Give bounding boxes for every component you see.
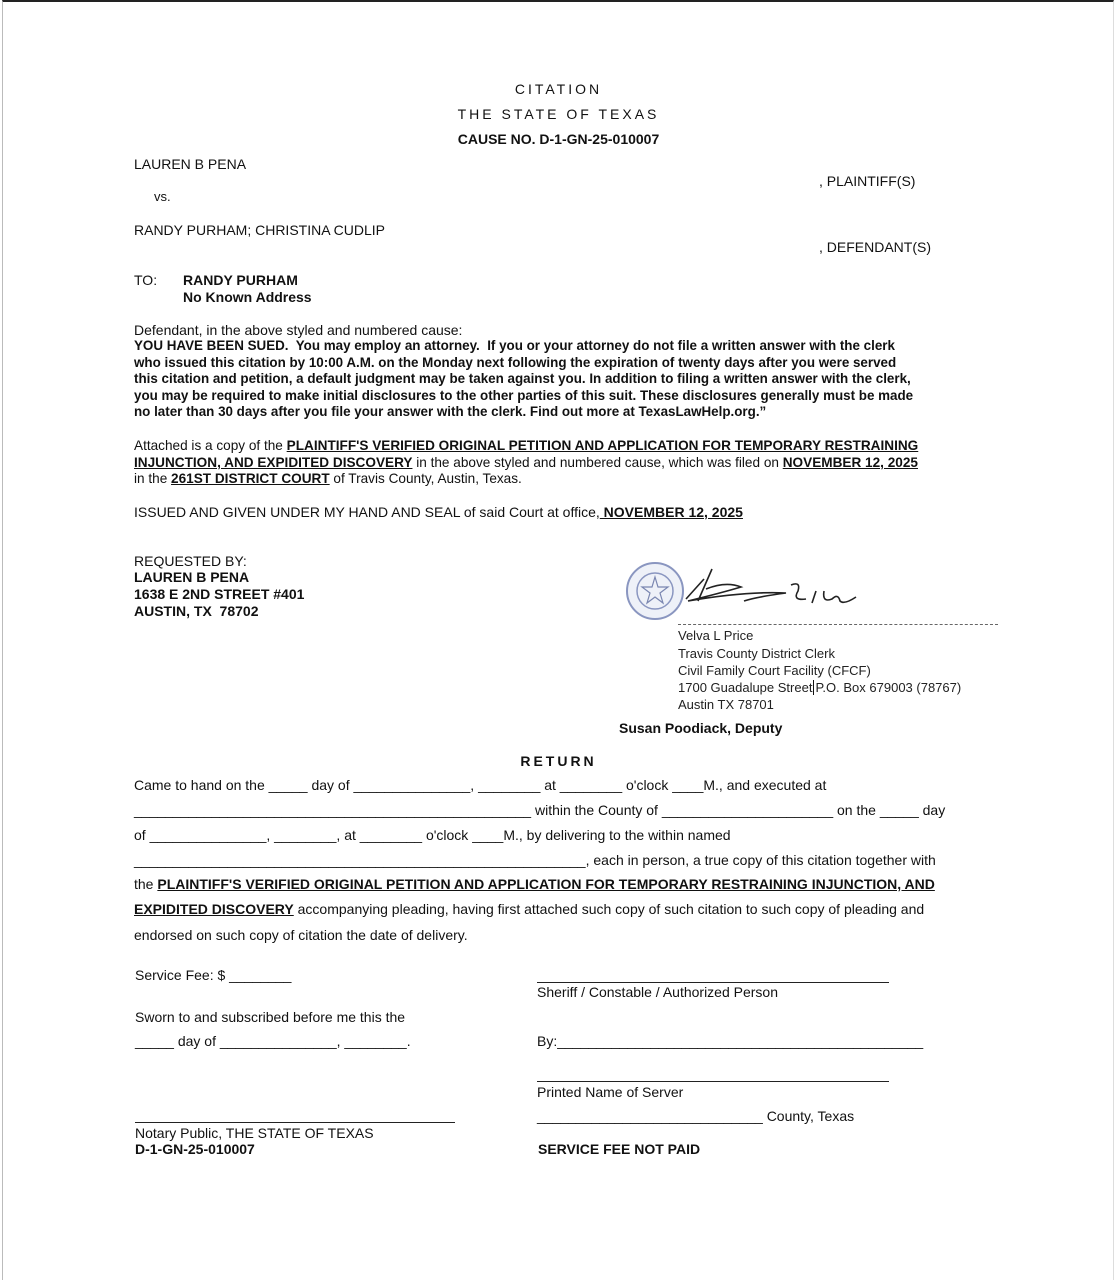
attached-line-3	[134, 471, 522, 487]
by-line: By:_______________________________________________	[537, 1033, 924, 1049]
return-petition-title: PLAINTIFF'S VERIFIED ORIGINAL PETITION AND APPLICATION FOR TEMPORARY RESTRAINING INJUNCTION, AND	[157, 876, 935, 892]
versus: vs.	[154, 189, 171, 204]
sworn-date: _____ day of _______________, ________.	[135, 1033, 411, 1049]
return-line: __________________________________________________________, each in person, a true copy of this citation together with	[134, 852, 936, 868]
return-line: ___________________________________________________ within the County of ______________________ on the _____ day	[134, 802, 946, 818]
clerk-title: Travis County District Clerk	[678, 646, 835, 661]
deputy-name: Susan Poodiack, Deputy	[619, 720, 783, 736]
state-title: THE STATE OF TEXAS	[457, 106, 660, 122]
issued-date: NOVEMBER 12, 2025	[599, 504, 743, 520]
in-the: in the	[134, 471, 172, 486]
return-line-6-text: accompanying pleading, having first attached such copy of such citation to such copy of pleading and	[293, 901, 925, 917]
requester-city: AUSTIN, TX 78702	[134, 603, 259, 619]
attached-mid: in the above styled and numbered cause, which was filed on	[412, 455, 783, 470]
sworn-text: Sworn to and subscribed before me this the	[135, 1009, 406, 1025]
defendant-label: , DEFENDANT(S)	[819, 239, 931, 255]
return-title: RETURN	[520, 753, 597, 769]
petition-title: PLAINTIFF'S VERIFIED ORIGINAL PETITION AND APPLICATION FOR TEMPORARY RESTRAINING	[286, 438, 919, 453]
clerk-city: Austin TX 78701	[678, 697, 774, 712]
notice-line: no later than 30 days after you file your answer with the clerk. Find out more at TexasLawHelp.org.”	[134, 404, 767, 419]
attached-line-1	[134, 438, 918, 454]
attached-pre: Attached is a copy of the	[134, 438, 287, 453]
plaintiff-label: , PLAINTIFF(S)	[819, 173, 916, 189]
court-seal-and-signature	[626, 561, 866, 621]
sheriff-label: Sheriff / Constable / Authorized Person	[537, 984, 778, 1000]
return-line: Came to hand on the _____ day of _______________, ________ at ________ o'clock ____M., and executed at	[134, 777, 827, 793]
citation-title: CITATION	[514, 81, 603, 97]
sheriff-signature-line	[537, 982, 889, 983]
notice-line: you may be required to make initial disclosures to the other parties of this suit. These disclosures generally must be made	[134, 388, 914, 403]
requester-street: 1638 E 2ND STREET #401	[134, 586, 305, 602]
court-name: 261ST DISTRICT COURT	[171, 471, 330, 486]
service-fee: Service Fee: $ ________	[135, 967, 292, 983]
return-line: endorsed on such copy of citation the date of delivery.	[134, 927, 468, 943]
return-petition-title-cont: EXPIDITED DISCOVERY	[134, 901, 294, 917]
to-label: TO:	[134, 272, 158, 288]
court-seal-icon	[627, 563, 683, 619]
signature-line	[678, 624, 998, 625]
notary-label: Notary Public, THE STATE OF TEXAS	[135, 1125, 374, 1141]
return-line-6	[134, 901, 924, 917]
clerk-name: Velva L Price	[678, 628, 754, 643]
notice-line: YOU HAVE BEEN SUED. You may employ an attorney. If you or your attorney do not file a written answer with the clerk	[134, 338, 895, 353]
issued-line	[134, 504, 743, 520]
the: the	[134, 876, 158, 892]
printed-name-line	[537, 1081, 889, 1082]
defendant-names: RANDY PURHAM; CHRISTINA CUDLIP	[134, 222, 386, 238]
issued-text: ISSUED AND GIVEN UNDER MY HAND AND SEAL of said Court at office,	[134, 504, 600, 520]
requester-name: LAUREN B PENA	[134, 569, 250, 585]
attached-post: of Travis County, Austin, Texas.	[329, 471, 522, 486]
to-name: RANDY PURHAM	[183, 272, 298, 288]
plaintiff-name: LAUREN B PENA	[134, 156, 247, 172]
notice-line: this citation and petition, a default judgment may be taken against you. In addition to filing a written answer with the clerk,	[134, 371, 911, 386]
notary-signature-line	[135, 1122, 455, 1123]
filed-date: NOVEMBER 12, 2025	[782, 455, 918, 470]
to-address: No Known Address	[183, 289, 312, 305]
return-line: of _______________, ________, at ________ o'clock ____M., by delivering to the within named	[134, 827, 731, 843]
printed-name-label: Printed Name of Server	[537, 1084, 684, 1100]
requested-label: REQUESTED BY:	[134, 553, 247, 569]
clerk-address	[678, 680, 961, 696]
county-line: _____________________________ County, Texas	[537, 1108, 855, 1124]
notice-line: who issued this citation by 10:00 A.M. on the Monday next following the expiration of twenty days after you were served	[134, 355, 897, 370]
street-address: 1700 Guadalupe Street	[678, 680, 813, 695]
return-line-5	[134, 876, 935, 892]
po-box: P.O. Box 679003 (78767)	[815, 680, 962, 695]
footer-cause-number: D-1-GN-25-010007	[135, 1141, 255, 1157]
notice-intro: Defendant, in the above styled and numbered cause:	[134, 322, 463, 338]
clerk-facility: Civil Family Court Facility (CFCF)	[678, 663, 871, 678]
cause-number: CAUSE NO. D-1-GN-25-010007	[457, 131, 660, 147]
service-fee-status: SERVICE FEE NOT PAID	[538, 1141, 701, 1157]
petition-title-cont: INJUNCTION, AND EXPIDITED DISCOVERY	[134, 455, 413, 470]
signature-icon	[686, 569, 856, 603]
attached-line-2	[134, 455, 918, 471]
